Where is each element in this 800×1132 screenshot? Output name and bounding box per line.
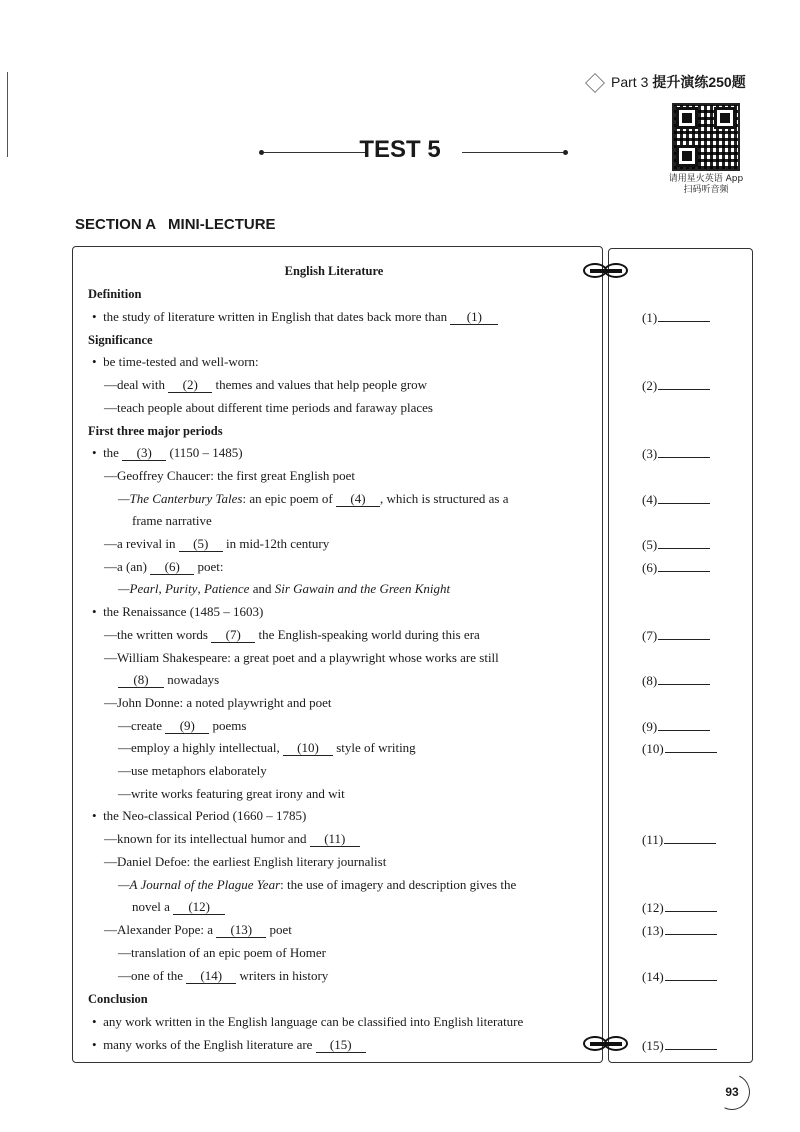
outline-line: (8) nowadays — [118, 672, 219, 688]
outline-line: —William Shakespeare: a great poet and a playwright whose works are still — [104, 650, 499, 665]
part-subtitle: 提升演练250题 — [652, 74, 746, 90]
outline-line: —A Journal of the Plague Year: the use of imagery and description gives the — [118, 877, 517, 892]
outline-line: frame narrative — [132, 513, 212, 528]
answer-line-15[interactable]: (15) — [642, 1037, 717, 1054]
answer-line-14[interactable]: (14) — [642, 968, 717, 985]
heading-definition: Definition — [88, 287, 142, 301]
heading-periods: First three major periods — [88, 424, 223, 438]
blank-2: (2) — [168, 378, 212, 393]
qr-caption-line-2: 扫码听音频 — [683, 185, 729, 195]
outline-line: —a revival in (5) in mid-12th century — [104, 536, 330, 551]
outline-line: • be time-tested and well-worn: — [92, 354, 259, 369]
blank-14: (14) — [186, 969, 236, 984]
blank-12: (12) — [173, 900, 225, 915]
outline-line: • the Neo-classical Period (1660 – 1785) — [92, 808, 307, 823]
part-number: Part 3 — [611, 74, 649, 90]
heading-conclusion: Conclusion — [88, 992, 148, 1006]
blank-15: (15) — [316, 1038, 366, 1053]
blank-9: (9) — [165, 719, 209, 734]
answer-line-4[interactable]: (4) — [642, 491, 710, 508]
answer-line-7[interactable]: (7) — [642, 627, 710, 644]
outline-line: —Alexander Pope: a (13) poet — [104, 922, 292, 937]
outline-line: —John Donne: a noted playwright and poet — [104, 695, 332, 710]
answer-line-1[interactable]: (1) — [642, 309, 710, 326]
blank-11: (11) — [310, 832, 360, 847]
answer-line-8[interactable]: (8) — [642, 672, 710, 689]
outline-line: • the Renaissance (1485 – 1603) — [92, 604, 264, 619]
blank-4: (4) — [336, 492, 380, 507]
blank-10: (10) — [283, 741, 333, 756]
outline-line: novel a (12) — [132, 899, 225, 915]
blank-13: (13) — [216, 923, 266, 938]
answer-line-6[interactable]: (6) — [642, 559, 710, 576]
outline-line: —employ a highly intellectual, (10) style of writing — [118, 740, 416, 755]
outline-line: —one of the (14) writers in history — [118, 968, 329, 983]
outline-line: —a (an) (6) poet: — [104, 559, 224, 574]
outline-line: —Pearl, Purity, Patience and Sir Gawain and the Green Knight — [118, 581, 451, 596]
outline-line: • many works of the English literature are (15) — [92, 1037, 366, 1053]
answer-line-5[interactable]: (5) — [642, 536, 710, 553]
outline-line: • the study of literature written in English that dates back more than (1) — [92, 309, 498, 325]
outline-line: —Geoffrey Chaucer: the first great English poet — [104, 468, 356, 483]
answer-line-3[interactable]: (3) — [642, 445, 710, 462]
answer-box — [608, 248, 753, 1063]
qr-caption — [660, 174, 752, 196]
blank-3: (3) — [122, 446, 166, 461]
answer-line-13[interactable]: (13) — [642, 922, 717, 939]
qr-caption-line-1: 请用星火英语 App — [668, 174, 744, 184]
page-number: 93 — [714, 1074, 750, 1110]
outline-line: —deal with (2) themes and values that help people grow — [104, 377, 428, 392]
outline-line: —the written words (7) the English-speaking world during this era — [104, 627, 480, 642]
answer-line-12[interactable]: (12) — [642, 899, 717, 916]
part-label — [585, 72, 746, 93]
blank-1: (1) — [450, 310, 498, 325]
outline-title: English Literature — [284, 264, 384, 278]
answer-line-2[interactable]: (2) — [642, 377, 710, 394]
blank-6: (6) — [150, 560, 194, 575]
blank-7: (7) — [211, 628, 255, 643]
outline-line: —translation of an epic poem of Homer — [118, 945, 326, 960]
diamond-icon — [585, 73, 605, 93]
outline-line: • any work written in the English language can be classified into English literature — [92, 1014, 524, 1029]
test-title: TEST 5 — [359, 136, 441, 163]
answer-line-10[interactable]: (10) — [642, 740, 717, 757]
outline-line: —The Canterbury Tales: an epic poem of (4) , which is structured as a — [118, 491, 509, 506]
heading-significance: Significance — [88, 333, 153, 347]
outline-line: —use metaphors elaborately — [118, 763, 267, 778]
outline-line: —Daniel Defoe: the earliest English literary journalist — [104, 854, 387, 869]
outline-line: —teach people about different time periods and faraway places — [104, 400, 433, 415]
outline-line: • the (3) (1150 – 1485) — [92, 445, 243, 460]
outline-line: —create (9) poems — [118, 718, 247, 733]
outline-line: —known for its intellectual humor and (11) — [104, 831, 360, 847]
binder-bar-bottom — [590, 1042, 622, 1046]
answer-line-9[interactable]: (9) — [642, 718, 710, 735]
answer-line-11[interactable]: (11) — [642, 831, 716, 848]
outline-line: —write works featuring great irony and wit — [118, 786, 345, 801]
blank-8: (8) — [118, 673, 164, 688]
section-title: SECTION A MINI-LECTURE — [75, 216, 276, 233]
blank-5: (5) — [179, 537, 223, 552]
